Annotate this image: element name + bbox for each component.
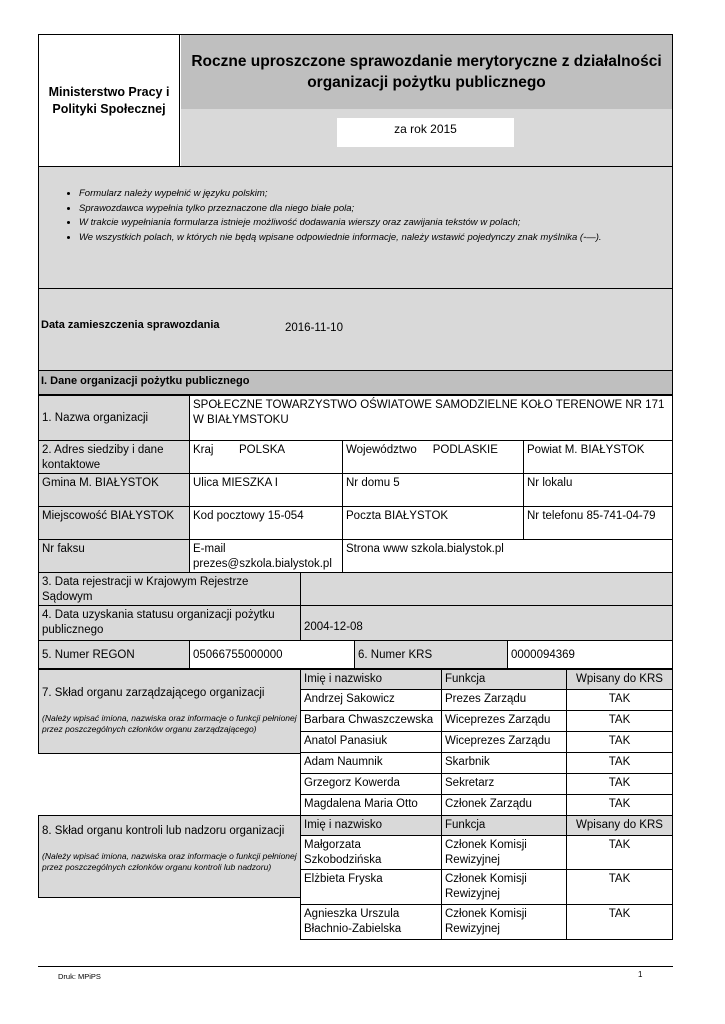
control-header-function: Funkcja	[441, 815, 567, 836]
control-row-0-krs[interactable]: TAK	[566, 835, 673, 870]
email-field[interactable]: E-mail prezes@szkola.bialystok.pl	[189, 539, 343, 573]
instruction-item: • W trakcie wypełniania formularza istnieje możliwość dodawania wierszy oraz zawijania tekstów w polach;	[79, 216, 672, 231]
control-row-0-name[interactable]: Małgorzata Szkobodzińska	[300, 835, 442, 870]
krs-registration-label: 3. Data rejestracji w Krajowym Rejestrze Sądowym	[38, 572, 301, 606]
control-row-0-function[interactable]: Członek Komisji Rewizyjnej	[441, 835, 567, 870]
instruction-item: • We wszystkich polach, w których nie będą wpisane odpowiednie informacje, należy wstawić pojedynczy znak myślnika (-—).	[79, 231, 672, 246]
instructions-box	[38, 166, 673, 289]
krs-field[interactable]: 0000094369	[507, 640, 673, 669]
board-row-2-krs[interactable]: TAK	[566, 731, 673, 753]
county-field[interactable]: Powiat M. BIAŁYSTOK	[523, 440, 673, 474]
year-label: za rok 2015	[394, 122, 457, 136]
board-row-5-name[interactable]: Magdalena Maria Otto	[300, 794, 442, 816]
board-header-krs: Wpisany do KRS	[566, 669, 673, 690]
voivodeship-field[interactable]: Województwo PODLASKIE	[342, 440, 524, 474]
submission-date: 2016-11-10	[285, 322, 343, 334]
board-note: (Należy wpisać imiona, nazwiska oraz informacje o funkcji pełnionej przez poszczególnych członków organu zarządzającego)	[42, 713, 297, 734]
control-row-1-name[interactable]: Elżbieta Fryska	[300, 869, 442, 905]
board-row-0-krs[interactable]: TAK	[566, 689, 673, 711]
board-row-4-function[interactable]: Sekretarz	[441, 773, 567, 795]
submission-box	[38, 288, 673, 371]
footer-print: Druk: MPiPS	[58, 972, 101, 981]
krs-registration-field[interactable]	[300, 572, 673, 606]
board-header-function: Funkcja	[441, 669, 567, 690]
control-row-2-name[interactable]: Agnieszka Urszula Błachnio-Zabielska	[300, 904, 442, 940]
title-box	[181, 35, 672, 109]
country-field[interactable]: Kraj POLSKA	[189, 440, 343, 474]
krs-label: 6. Numer KRS	[354, 640, 508, 669]
footer-rule	[38, 966, 673, 967]
board-header-name: Imię i nazwisko	[300, 669, 442, 690]
post-office-field[interactable]: Poczta BIAŁYSTOK	[342, 506, 524, 540]
page-title: Roczne uproszczone sprawozdanie merytoryczne z działalności organizacji pożytku publicznego	[191, 53, 662, 91]
board-row-1-name[interactable]: Barbara Chwaszczewska	[300, 710, 442, 732]
instruction-item: • Sprawozdawca wypełnia tylko przeznaczone dla niego białe pola;	[79, 202, 672, 217]
apartment-field[interactable]: Nr lokalu	[523, 473, 673, 507]
control-row-2-krs[interactable]: TAK	[566, 904, 673, 940]
submission-label: Data zamieszczenia sprawozdania	[41, 319, 220, 331]
board-row-1-function[interactable]: Wiceprezes Zarządu	[441, 710, 567, 732]
board-row-0-function[interactable]: Prezes Zarządu	[441, 689, 567, 711]
year-field	[337, 118, 514, 147]
org-name-label: 1. Nazwa organizacji	[38, 395, 190, 441]
street-field[interactable]: Ulica MIESZKA I	[189, 473, 343, 507]
org-name-field[interactable]: SPOŁECZNE TOWARZYSTWO OŚWIATOWE SAMODZIELNE KOŁO TERENOWE NR 171 W BIAŁYMSTOKU	[189, 395, 673, 441]
city-field[interactable]: Miejscowość BIAŁYSTOK	[38, 506, 190, 540]
control-header-krs: Wpisany do KRS	[566, 815, 673, 836]
control-note: (Należy wpisać imiona, nazwiska oraz informacje o funkcji pełnionej przez poszczególnych członków organu kontroli lub nadzoru)	[42, 851, 297, 872]
board-row-3-krs[interactable]: TAK	[566, 752, 673, 774]
control-header-name: Imię i nazwisko	[300, 815, 442, 836]
section1-title: I. Dane organizacji pożytku publicznego	[38, 370, 673, 395]
commune-field[interactable]: Gmina M. BIAŁYSTOK	[38, 473, 190, 507]
postal-code-field[interactable]: Kod pocztowy 15-054	[189, 506, 343, 540]
house-number-field[interactable]: Nr domu 5	[342, 473, 524, 507]
board-row-3-function[interactable]: Skarbnik	[441, 752, 567, 774]
board-row-4-krs[interactable]: TAK	[566, 773, 673, 795]
phone-field[interactable]: Nr telefonu 85-741-04-79	[523, 506, 673, 540]
website-field[interactable]: Strona www szkola.bialystok.pl	[342, 539, 673, 573]
fax-field[interactable]: Nr faksu	[38, 539, 190, 573]
control-label: 8. Skład organu kontroli lub nadzoru organizacji	[42, 825, 285, 837]
control-label-box	[38, 815, 301, 898]
ministry-box	[39, 35, 180, 166]
control-row-1-krs[interactable]: TAK	[566, 869, 673, 905]
ministry-name: Ministerstwo Pracy i Polityki Społecznej	[48, 84, 170, 116]
board-row-1-krs[interactable]: TAK	[566, 710, 673, 732]
board-row-5-krs[interactable]: TAK	[566, 794, 673, 816]
instruction-item: • Formularz należy wypełnić w języku polskim;	[79, 187, 672, 202]
board-row-3-name[interactable]: Adam Naumnik	[300, 752, 442, 774]
status-date-field[interactable]: 2004-12-08	[300, 605, 673, 641]
regon-field[interactable]: 05066755000000	[189, 640, 355, 669]
regon-label: 5. Numer REGON	[38, 640, 190, 669]
status-date-label: 4. Data uzyskania statusu organizacji pożytku publicznego	[38, 605, 301, 641]
page-number: 1	[638, 970, 643, 979]
board-row-4-name[interactable]: Grzegorz Kowerda	[300, 773, 442, 795]
instructions-list	[39, 187, 672, 245]
control-row-2-function[interactable]: Członek Komisji Rewizyjnej	[441, 904, 567, 940]
board-row-0-name[interactable]: Andrzej Sakowicz	[300, 689, 442, 711]
board-row-2-function[interactable]: Wiceprezes Zarządu	[441, 731, 567, 753]
board-row-2-name[interactable]: Anatol Panasiuk	[300, 731, 442, 753]
address-label: 2. Adres siedziby i dane kontaktowe	[38, 440, 190, 474]
control-row-1-function[interactable]: Członek Komisji Rewizyjnej	[441, 869, 567, 905]
board-label: 7. Skład organu zarządzającego organizacji	[42, 687, 265, 699]
board-row-5-function[interactable]: Członek Zarządu	[441, 794, 567, 816]
board-label-box	[38, 669, 301, 754]
